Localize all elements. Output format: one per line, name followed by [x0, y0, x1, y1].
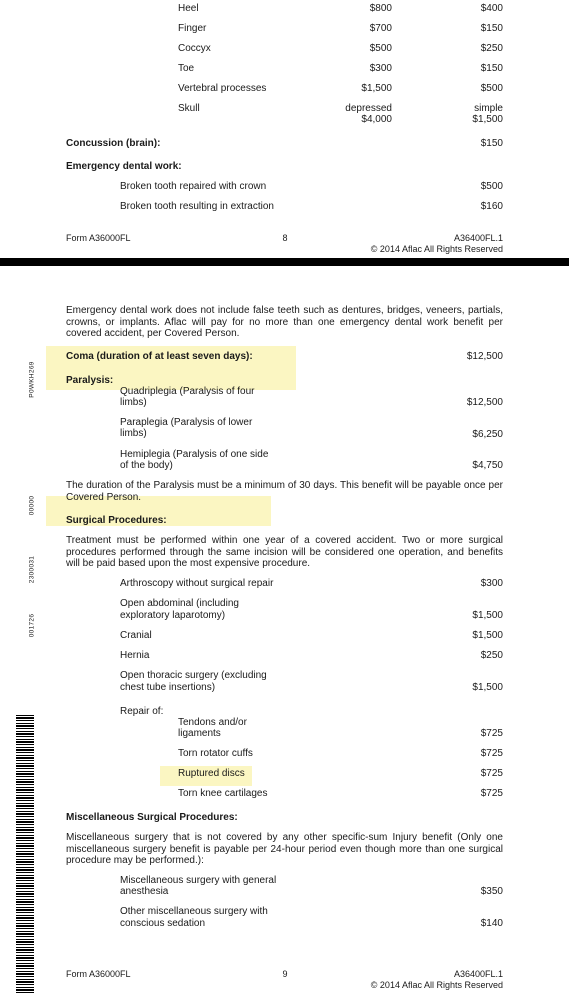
repair-label-cont: ligaments: [178, 728, 221, 739]
fracture-value-1: $700: [369, 23, 392, 34]
fracture-label: Finger: [178, 23, 207, 34]
repair-value: $725: [480, 768, 503, 779]
surgical-note: Treatment must be performed within one year of a covered accident. Two or more surgical procedures performed through the same incision will be considered one operation, and benefits will be paid based upon the most expensive procedure.: [66, 535, 503, 569]
misc-heading: Miscellaneous Surgical Procedures:: [66, 812, 238, 823]
misc-label: Miscellaneous surgery with general: [120, 875, 277, 886]
margin-code: P0WKH269: [28, 361, 36, 398]
misc-value: $140: [480, 918, 503, 929]
dental-note: Emergency dental work does not include false teeth such as dentures, bridges, veneers, partials, crowns, or implants. Aflac will pay for no more than one emergency dental work benefit per covered accident, per Covered Person.: [66, 305, 503, 339]
fracture-label: Skull: [178, 103, 200, 114]
repair-label: Tendons and/or: [178, 717, 247, 728]
skull-value-1: $4,000: [361, 114, 392, 125]
fracture-value-2: $250: [480, 43, 503, 54]
fracture-value-2: $150: [480, 23, 503, 34]
repair-label: Ruptured discs: [178, 768, 245, 779]
paralysis-note: The duration of the Paralysis must be a minimum of 30 days. This benefit will be payable once per Covered Person.: [66, 480, 503, 503]
concussion-label: Concussion (brain):: [66, 138, 161, 149]
surgery-label: Cranial: [120, 630, 152, 641]
paralysis-label: Hemiplegia (Paralysis of one side: [120, 449, 269, 460]
fracture-value-1: $300: [369, 63, 392, 74]
repair-label: Torn knee cartilages: [178, 788, 268, 799]
concussion-value: $150: [480, 138, 503, 149]
repair-label: Torn rotator cuffs: [178, 748, 253, 759]
misc-note: Miscellaneous surgery that is not covered by any other specific-sum Injury benefit (Only one miscellaneous surgery benefit is payable per 24-hour period even though more than one surgical procedure may be performed.):: [66, 832, 503, 866]
fracture-value-2: $150: [480, 63, 503, 74]
paralysis-label: Paraplegia (Paralysis of lower: [120, 417, 253, 428]
surgery-value: $1,500: [472, 630, 503, 641]
dental-value: $160: [480, 201, 503, 212]
form-code: A36400FL.1: [453, 969, 503, 979]
dental-label: Broken tooth repaired with crown: [120, 181, 267, 192]
misc-value: $350: [480, 886, 503, 897]
document-page-8: [0, 0, 569, 258]
surgery-label-cont: chest tube insertions): [120, 682, 216, 693]
paralysis-heading: Paralysis:: [66, 375, 114, 386]
dental-value: $500: [480, 181, 503, 192]
coma-value: $12,500: [466, 351, 503, 362]
coma-label: Coma (duration of at least seven days):: [66, 351, 253, 362]
fracture-label: Coccyx: [178, 43, 211, 54]
surgery-value: $1,500: [472, 610, 503, 621]
surgery-value: $300: [480, 578, 503, 589]
barcode: [16, 715, 34, 995]
form-number: Form A36000FL: [66, 233, 131, 243]
repair-value: $725: [480, 788, 503, 799]
surgery-label: Open abdominal (including: [120, 598, 239, 609]
margin-code: 2300031: [28, 555, 36, 584]
repair-of-label: Repair of:: [120, 706, 164, 717]
surgery-value: $250: [480, 650, 503, 661]
document-page-9: [0, 266, 569, 1000]
fracture-value-2: $500: [480, 83, 503, 94]
form-number: Form A36000FL: [66, 969, 131, 979]
fracture-value-1: $800: [369, 3, 392, 14]
paralysis-label-cont: limbs): [120, 397, 147, 408]
paralysis-label-cont: limbs): [120, 428, 147, 439]
fracture-value-2: $400: [480, 3, 503, 14]
paralysis-value: $6,250: [472, 429, 503, 440]
form-code: A36400FL.1: [453, 233, 503, 243]
copyright: © 2014 Aflac All Rights Reserved: [370, 244, 503, 254]
fracture-label: Vertebral processes: [178, 83, 267, 94]
surgery-label-cont: exploratory laparotomy): [120, 610, 226, 621]
surgical-heading: Surgical Procedures:: [66, 515, 167, 526]
misc-label-cont: conscious sedation: [120, 918, 206, 929]
paralysis-label-cont: of the body): [120, 460, 173, 471]
margin-code: 001726: [28, 613, 36, 638]
surgery-label: Hernia: [120, 650, 150, 661]
margin-code: 00000: [28, 495, 36, 516]
fracture-label: Toe: [178, 63, 195, 74]
page-number: 9: [282, 969, 288, 979]
dental-heading: Emergency dental work:: [66, 161, 182, 172]
copyright: © 2014 Aflac All Rights Reserved: [370, 980, 503, 990]
fracture-label: Heel: [178, 3, 199, 14]
paralysis-value: $12,500: [466, 397, 503, 408]
skull-type-2: simple: [474, 103, 503, 114]
misc-label: Other miscellaneous surgery with: [120, 906, 268, 917]
paralysis-value: $4,750: [472, 460, 503, 471]
paralysis-label: Quadriplegia (Paralysis of four: [120, 386, 255, 397]
repair-value: $725: [480, 748, 503, 759]
surgery-value: $1,500: [472, 682, 503, 693]
fracture-value-1: $500: [369, 43, 392, 54]
fracture-value-1: $1,500: [361, 83, 392, 94]
surgery-label: Arthroscopy without surgical repair: [120, 578, 274, 589]
skull-type-1: depressed: [345, 103, 392, 114]
page-number: 8: [282, 233, 288, 243]
skull-value-2: $1,500: [472, 114, 503, 125]
misc-label-cont: anesthesia: [120, 886, 169, 897]
surgery-label: Open thoracic surgery (excluding: [120, 670, 267, 681]
repair-value: $725: [480, 728, 503, 739]
dental-label: Broken tooth resulting in extraction: [120, 201, 274, 212]
